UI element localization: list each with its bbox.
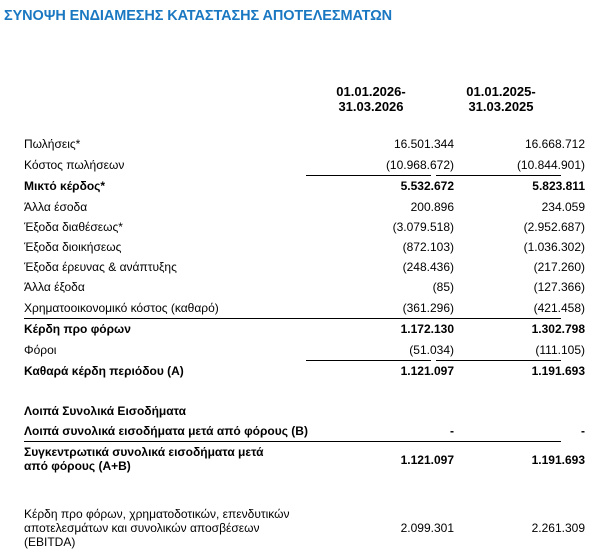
- subtotal-rule: [24, 318, 561, 319]
- subtotal-rule: [306, 175, 431, 176]
- row-value-2026: 2.099.301: [400, 521, 454, 535]
- row-label: Κέρδη προ φόρων, χρηματοδοτικών, επενδυτικών αποτελεσμάτων και συνολικών αποσβέσεων (EBITDA): [24, 507, 290, 549]
- row-label: Έξοδα διαθέσεως*: [24, 220, 123, 234]
- column-header-line1: 01.01.2025-: [466, 84, 536, 99]
- column-header-line2: 31.03.2026: [338, 99, 404, 114]
- row-value-2026: (872.103): [402, 240, 454, 254]
- row-value-2026: (10.968.672): [385, 158, 454, 172]
- row-value-2026: 5.532.672: [400, 179, 454, 193]
- row-value-2026: 1.172.130: [400, 322, 454, 336]
- subtotal-rule: [436, 175, 561, 176]
- column-header-2026: [316, 84, 426, 114]
- row-value-2025: (111.105): [535, 343, 585, 357]
- subtotal-rule: [436, 360, 561, 361]
- row-label: Φόροι: [24, 343, 57, 357]
- row-value-2026: 200.896: [410, 200, 454, 214]
- row-value-2026: 16.501.344: [393, 137, 454, 151]
- row-value-2025: (127.366): [533, 280, 585, 294]
- row-value-2025: (217.260): [533, 260, 585, 274]
- column-header-line1: 01.01.2026-: [336, 84, 406, 99]
- row-label: Κέρδη προ φόρων: [24, 322, 131, 336]
- row-value-2025: 1.191.693: [531, 364, 585, 378]
- row-value-2026: (3.079.518): [392, 220, 454, 234]
- row-label: Λοιπά Συνολικά Εισοδήματα: [24, 404, 187, 418]
- page-title: ΣΥΝΟΨΗ ΕΝΔΙΑΜΕΣΗΣ ΚΑΤΑΣΤΑΣΗΣ ΑΠΟΤΕΛΕΣΜΑΤΩΝ: [4, 8, 393, 24]
- row-value-2025: 1.302.798: [531, 322, 585, 336]
- row-label: Λοιπά συνολικά εισοδήματα μετά από φόρους (Β): [24, 424, 308, 438]
- row-value-2025: 16.668.712: [524, 137, 585, 151]
- subtotal-rule: [306, 360, 431, 361]
- row-label: Άλλα έξοδα: [24, 280, 85, 294]
- row-value-2025: 5.823.811: [532, 179, 585, 193]
- row-value-2025: 234.059: [541, 200, 585, 214]
- column-header-2025: [446, 84, 556, 114]
- row-label: Πωλήσεις*: [24, 137, 81, 151]
- row-value-2026: (248.436): [402, 260, 454, 274]
- row-value-2026: -: [450, 424, 454, 438]
- row-value-2026: (361.296): [402, 301, 454, 315]
- row-label: Άλλα έσοδα: [24, 200, 88, 214]
- row-value-2025: 2.261.309: [531, 521, 585, 535]
- column-header-line2: 31.03.2025: [468, 99, 534, 114]
- row-value-2026: 1.121.097: [400, 453, 454, 467]
- row-value-2025: (2.952.687): [523, 220, 585, 234]
- row-label: Συγκεντρωτικά συνολικά εισοδήματα μετά από φόρους (Α+Β): [24, 445, 264, 473]
- row-label: Κόστος πωλήσεων: [24, 158, 125, 172]
- row-label: Έξοδα διοικήσεως: [24, 240, 122, 254]
- row-label: Μικτό κέρδος*: [24, 179, 106, 193]
- row-value-2025: 1.191.693: [531, 453, 585, 467]
- subtotal-rule: [24, 441, 561, 442]
- row-value-2025: (10.844.901): [516, 158, 585, 172]
- row-label: Χρηματοοικονομικό κόστος (καθαρό): [24, 301, 219, 315]
- row-value-2026: 1.121.097: [400, 364, 454, 378]
- row-label: Καθαρά κέρδη περιόδου (Α): [24, 364, 184, 378]
- row-value-2026: (51.034): [409, 343, 454, 357]
- row-value-2026: (85): [432, 280, 454, 294]
- row-value-2025: (421.458): [533, 301, 585, 315]
- row-value-2025: -: [581, 424, 585, 438]
- row-value-2025: (1.036.302): [523, 240, 585, 254]
- row-label: Έξοδα έρευνας & ανάπτυξης: [24, 260, 177, 274]
